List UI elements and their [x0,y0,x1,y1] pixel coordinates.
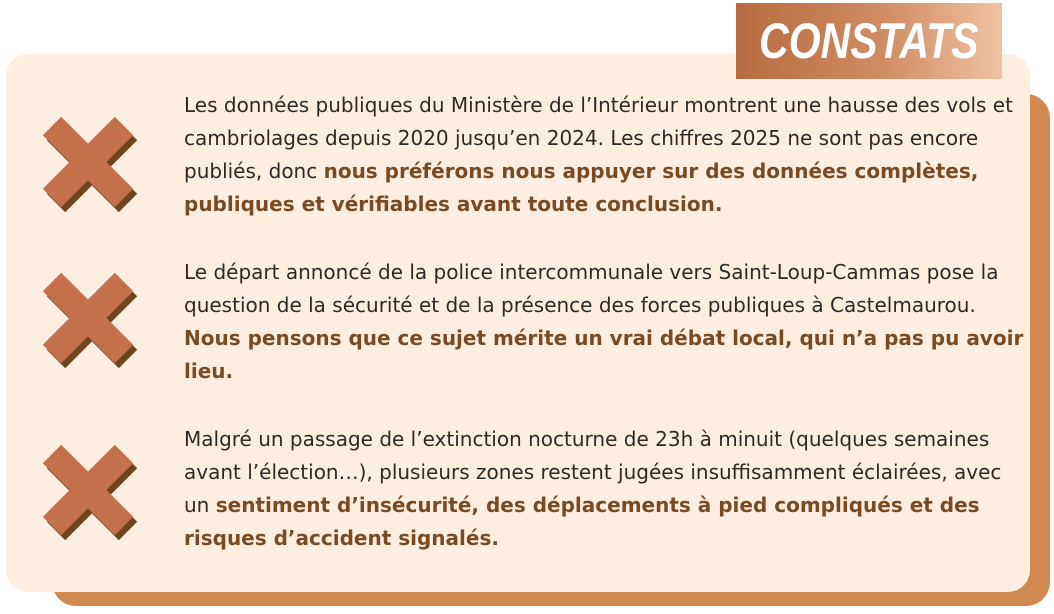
x-cross-icon [38,112,148,222]
x-cross-icon [38,440,148,550]
item-1-text [184,89,1024,221]
x-cross-icon [38,268,148,378]
item-1-highlight: nous préférons nous appuyer sur des données complètes, publiques et vérifiables avant toute conclusion. [184,159,979,216]
item-1-body: Les données publiques du Ministère de l’Intérieur montrent une hausse des vols et cambriolages depuis 2020 jusqu’en 2024. Les chiffres 2025 ne sont pas encore publiés, donc [184,93,1013,183]
item-2-text [184,256,1024,388]
item-3-text [184,423,1024,555]
item-2-body: Le départ annoncé de la police intercommunale vers Saint-Loup-Cammas pose la question de la sécurité et de la présence des forces publiques à Castelmaurou. [184,260,999,317]
item-2-highlight: Nous pensons que ce sujet mérite un vrai débat local, qui n’a pas pu avoir lieu. [184,326,1024,383]
item-3-body: Malgré un passage de l’extinction nocturne de 23h à minuit (quelques semaines avant l’élection…), plusieurs zones restent jugées insuffisamment éclairées, avec un [184,427,1002,517]
item-3-highlight: sentiment d’insécurité, des déplacements à pied compliqués et des risques d’accident signalés. [184,493,980,550]
constats-badge [736,3,1002,79]
badge-label: CONSTATS [759,13,979,69]
